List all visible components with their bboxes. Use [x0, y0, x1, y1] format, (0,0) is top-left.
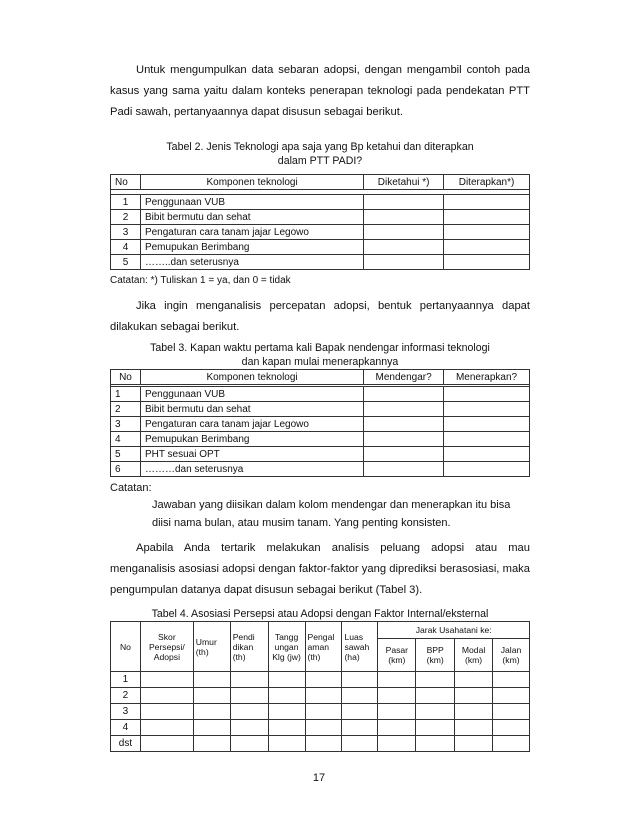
table-row: 2 Bibit bermutu dan sehat — [111, 210, 530, 225]
header-komponen: Komponen teknologi — [140, 175, 363, 190]
second-paragraph: Jika ingin menganalisis percepatan adopsi, bentuk pertanyaannya dapat dilakukan sebagai berikut. — [110, 300, 530, 333]
header-bpp: BPP (km) — [416, 639, 455, 672]
header-jalan: Jalan (km) — [493, 639, 530, 672]
table3-note-text: Jawaban yang diisikan dalam kolom mendengar dan menerapkan itu bisa diisi nama bulan, atau musim tanam. Yang penting konsisten. — [152, 499, 511, 529]
table3 — [110, 369, 530, 477]
header-no: No — [111, 370, 141, 385]
table-row: 5 ……..dan seterusnya — [111, 255, 530, 270]
table4-caption: Tabel 4. Asosiasi Persepsi atau Adopsi dengan Faktor Internal/eksternal — [151, 608, 489, 620]
table3-note-label: Catatan: — [110, 482, 152, 494]
header-tanggungan: Tangg ungan Klg (jw) — [268, 622, 305, 672]
table-row: 3 Pengaturan cara tanam jajar Legowo — [111, 417, 530, 432]
table-header-row — [111, 370, 530, 385]
header-luas-sawah: Luas sawah (ha) — [342, 622, 378, 672]
table-row: 1 Penggunaan VUB — [111, 387, 530, 402]
table3-caption-line2: dan kapan mulai menerapkannya — [241, 356, 399, 368]
table-row: 4 — [111, 720, 530, 736]
table-row: 1 Penggunaan VUB — [111, 195, 530, 210]
table-row: 6 ………dan seterusnya — [111, 462, 530, 477]
table-row: dst — [111, 736, 530, 752]
header-komponen: Komponen teknologi — [140, 370, 363, 385]
header-mendengar: Mendengar? — [364, 370, 444, 385]
table-header-row — [111, 175, 530, 190]
table2-caption-line1: Tabel 2. Jenis Teknologi apa saja yang Bp ketahui dan diterapkan — [166, 141, 474, 153]
third-paragraph: Apabila Anda tertarik melakukan analisis peluang adopsi atau mau menganalisis asosiasi adopsi dengan faktor-faktor yang diprediksi berasosiasi, maka pengumpulan datanya dapat disusun sebagai berikut (Tabel 3). — [110, 542, 530, 596]
table-header-row — [111, 622, 530, 639]
header-pengalaman: Pengal aman (th) — [305, 622, 342, 672]
table-row: 2 Bibit bermutu dan sehat — [111, 402, 530, 417]
table2-caption-line2: dalam PTT PADI? — [277, 155, 363, 167]
header-no: No — [111, 175, 141, 190]
table3-caption — [110, 341, 530, 369]
table4 — [110, 621, 530, 752]
header-umur: Umur (th) — [193, 622, 230, 672]
header-pendidikan: Pendi dikan (th) — [230, 622, 268, 672]
table2-note: Catatan: *) Tuliskan 1 = ya, dan 0 = tidak — [110, 275, 291, 286]
table-row: 2 — [111, 688, 530, 704]
header-modal: Modal (km) — [455, 639, 493, 672]
header-no: No — [111, 622, 141, 672]
table-row: 3 Pengaturan cara tanam jajar Legowo — [111, 225, 530, 240]
header-menerapkan: Menerapkan? — [444, 370, 530, 385]
table3-caption-line1: Tabel 3. Kapan waktu pertama kali Bapak nendengar informasi teknologi — [150, 342, 490, 354]
table2-caption — [110, 140, 530, 168]
intro-paragraph: Untuk mengumpulkan data sebaran adopsi, dengan mengambil contoh pada kasus yang sama yaitu dalam konteks penerapan teknologi pada pendekatan PTT Padi sawah, pertanyaannya dapat disusun sebagai berikut. — [110, 64, 530, 118]
header-skor: Skor Persepsi/ Adopsi — [140, 622, 193, 672]
page-number: 17 — [312, 772, 326, 784]
table-row: 3 — [111, 704, 530, 720]
table-row: 4 Pemupukan Berimbang — [111, 240, 530, 255]
table2 — [110, 174, 530, 270]
header-diketahui: Diketahui *) — [364, 175, 444, 190]
header-jarak-group: Jarak Usahatani ke: — [378, 622, 530, 639]
header-diterapkan: Diterapkan*) — [444, 175, 530, 190]
table-row: 5 PHT sesuai OPT — [111, 447, 530, 462]
table-row: 1 — [111, 672, 530, 688]
table-row: 4 Pemupukan Berimbang — [111, 432, 530, 447]
header-pasar: Pasar (km) — [378, 639, 416, 672]
